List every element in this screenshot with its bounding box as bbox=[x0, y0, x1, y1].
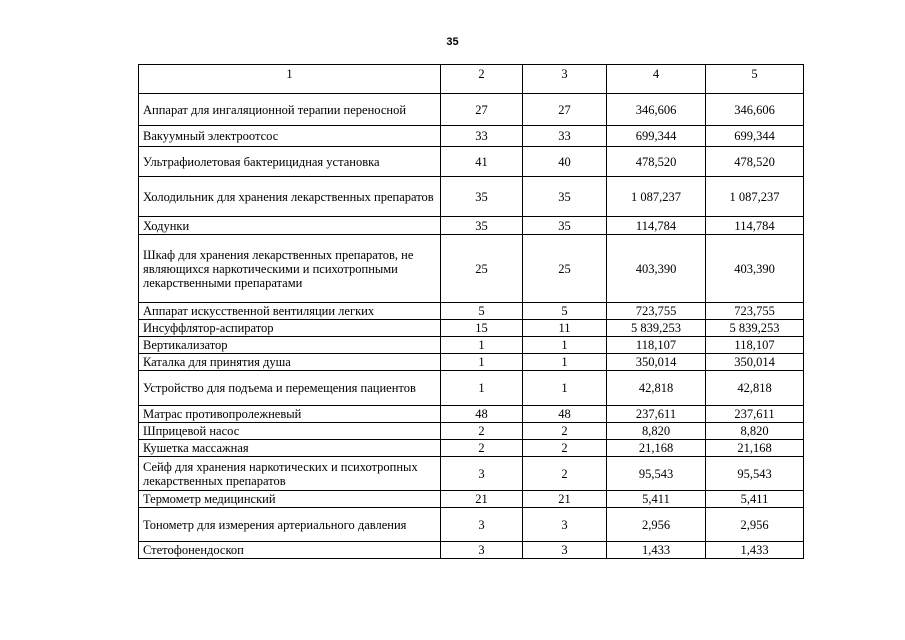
cell-col-5: 478,520 bbox=[706, 147, 804, 177]
cell-col-5: 118,107 bbox=[706, 337, 804, 354]
cell-col-4: 1 087,237 bbox=[607, 177, 706, 217]
equipment-name: Тонометр для измерения артериального давления bbox=[139, 508, 441, 542]
table-row bbox=[139, 457, 804, 491]
table-row bbox=[139, 371, 804, 406]
cell-col-4: 237,611 bbox=[607, 406, 706, 423]
cell-col-3: 1 bbox=[523, 337, 607, 354]
cell-col-2: 41 bbox=[441, 147, 523, 177]
cell-col-3: 27 bbox=[523, 94, 607, 126]
cell-col-4: 42,818 bbox=[607, 371, 706, 406]
equipment-name: Ходунки bbox=[139, 217, 441, 235]
column-header: 1 bbox=[139, 65, 441, 94]
table-row bbox=[139, 440, 804, 457]
table-row bbox=[139, 235, 804, 303]
table-row bbox=[139, 337, 804, 354]
table-row bbox=[139, 320, 804, 337]
equipment-name: Шприцевой насос bbox=[139, 423, 441, 440]
cell-col-2: 35 bbox=[441, 177, 523, 217]
cell-col-3: 21 bbox=[523, 491, 607, 508]
equipment-table bbox=[138, 64, 804, 559]
cell-col-5: 350,014 bbox=[706, 354, 804, 371]
column-header: 4 bbox=[607, 65, 706, 94]
equipment-name: Термометр медицинский bbox=[139, 491, 441, 508]
table-row bbox=[139, 126, 804, 147]
cell-col-3: 5 bbox=[523, 303, 607, 320]
cell-col-4: 118,107 bbox=[607, 337, 706, 354]
cell-col-2: 3 bbox=[441, 508, 523, 542]
cell-col-2: 3 bbox=[441, 457, 523, 491]
cell-col-3: 3 bbox=[523, 542, 607, 559]
cell-col-5: 1 087,237 bbox=[706, 177, 804, 217]
table-header-row bbox=[139, 65, 804, 94]
cell-col-2: 27 bbox=[441, 94, 523, 126]
cell-col-3: 33 bbox=[523, 126, 607, 147]
cell-col-4: 1,433 bbox=[607, 542, 706, 559]
cell-col-2: 21 bbox=[441, 491, 523, 508]
cell-col-2: 35 bbox=[441, 217, 523, 235]
table-row bbox=[139, 508, 804, 542]
cell-col-3: 3 bbox=[523, 508, 607, 542]
table-row bbox=[139, 147, 804, 177]
cell-col-3: 1 bbox=[523, 354, 607, 371]
table-row bbox=[139, 423, 804, 440]
cell-col-2: 5 bbox=[441, 303, 523, 320]
cell-col-3: 35 bbox=[523, 177, 607, 217]
cell-col-5: 237,611 bbox=[706, 406, 804, 423]
table-row bbox=[139, 406, 804, 423]
cell-col-2: 1 bbox=[441, 354, 523, 371]
equipment-name: Каталка для принятия душа bbox=[139, 354, 441, 371]
table-row bbox=[139, 354, 804, 371]
equipment-name: Ультрафиолетовая бактерицидная установка bbox=[139, 147, 441, 177]
equipment-name: Стетофонендоскоп bbox=[139, 542, 441, 559]
cell-col-2: 33 bbox=[441, 126, 523, 147]
cell-col-4: 2,956 bbox=[607, 508, 706, 542]
column-header: 3 bbox=[523, 65, 607, 94]
equipment-name: Холодильник для хранения лекарственных препаратов bbox=[139, 177, 441, 217]
cell-col-5: 21,168 bbox=[706, 440, 804, 457]
table-row bbox=[139, 217, 804, 235]
cell-col-4: 21,168 bbox=[607, 440, 706, 457]
page-number: 35 bbox=[446, 36, 459, 48]
cell-col-5: 1,433 bbox=[706, 542, 804, 559]
table-row bbox=[139, 177, 804, 217]
cell-col-5: 95,543 bbox=[706, 457, 804, 491]
cell-col-5: 403,390 bbox=[706, 235, 804, 303]
cell-col-2: 1 bbox=[441, 337, 523, 354]
equipment-name: Шкаф для хранения лекарственных препаратов, не являющихся наркотическими и психотропными лекарственными препаратами bbox=[139, 235, 441, 303]
cell-col-4: 699,344 bbox=[607, 126, 706, 147]
cell-col-4: 5,411 bbox=[607, 491, 706, 508]
cell-col-4: 723,755 bbox=[607, 303, 706, 320]
cell-col-3: 1 bbox=[523, 371, 607, 406]
cell-col-5: 8,820 bbox=[706, 423, 804, 440]
cell-col-4: 403,390 bbox=[607, 235, 706, 303]
cell-col-3: 2 bbox=[523, 423, 607, 440]
cell-col-5: 723,755 bbox=[706, 303, 804, 320]
cell-col-4: 95,543 bbox=[607, 457, 706, 491]
cell-col-2: 2 bbox=[441, 423, 523, 440]
cell-col-2: 15 bbox=[441, 320, 523, 337]
cell-col-4: 346,606 bbox=[607, 94, 706, 126]
cell-col-2: 2 bbox=[441, 440, 523, 457]
cell-col-5: 699,344 bbox=[706, 126, 804, 147]
table-row bbox=[139, 542, 804, 559]
table-row bbox=[139, 303, 804, 320]
cell-col-4: 114,784 bbox=[607, 217, 706, 235]
cell-col-5: 5 839,253 bbox=[706, 320, 804, 337]
equipment-name: Аппарат искусственной вентиляции легких bbox=[139, 303, 441, 320]
equipment-name: Инсуффлятор-аспиратор bbox=[139, 320, 441, 337]
equipment-name: Сейф для хранения наркотических и психотропных лекарственных препаратов bbox=[139, 457, 441, 491]
cell-col-5: 114,784 bbox=[706, 217, 804, 235]
cell-col-5: 346,606 bbox=[706, 94, 804, 126]
cell-col-3: 2 bbox=[523, 440, 607, 457]
cell-col-4: 350,014 bbox=[607, 354, 706, 371]
cell-col-3: 2 bbox=[523, 457, 607, 491]
cell-col-2: 48 bbox=[441, 406, 523, 423]
cell-col-2: 1 bbox=[441, 371, 523, 406]
equipment-name: Матрас противопролежневый bbox=[139, 406, 441, 423]
equipment-name: Вакуумный электроотсос bbox=[139, 126, 441, 147]
cell-col-3: 48 bbox=[523, 406, 607, 423]
equipment-name: Аппарат для ингаляционной терапии переносной bbox=[139, 94, 441, 126]
cell-col-5: 5,411 bbox=[706, 491, 804, 508]
equipment-name: Устройство для подъема и перемещения пациентов bbox=[139, 371, 441, 406]
cell-col-2: 3 bbox=[441, 542, 523, 559]
column-header: 5 bbox=[706, 65, 804, 94]
cell-col-2: 25 bbox=[441, 235, 523, 303]
cell-col-5: 42,818 bbox=[706, 371, 804, 406]
cell-col-3: 25 bbox=[523, 235, 607, 303]
equipment-name: Кушетка массажная bbox=[139, 440, 441, 457]
cell-col-3: 40 bbox=[523, 147, 607, 177]
table-row bbox=[139, 491, 804, 508]
table-row bbox=[139, 94, 804, 126]
cell-col-3: 35 bbox=[523, 217, 607, 235]
column-header: 2 bbox=[441, 65, 523, 94]
cell-col-5: 2,956 bbox=[706, 508, 804, 542]
cell-col-4: 5 839,253 bbox=[607, 320, 706, 337]
cell-col-4: 8,820 bbox=[607, 423, 706, 440]
cell-col-3: 11 bbox=[523, 320, 607, 337]
equipment-name: Вертикализатор bbox=[139, 337, 441, 354]
cell-col-4: 478,520 bbox=[607, 147, 706, 177]
